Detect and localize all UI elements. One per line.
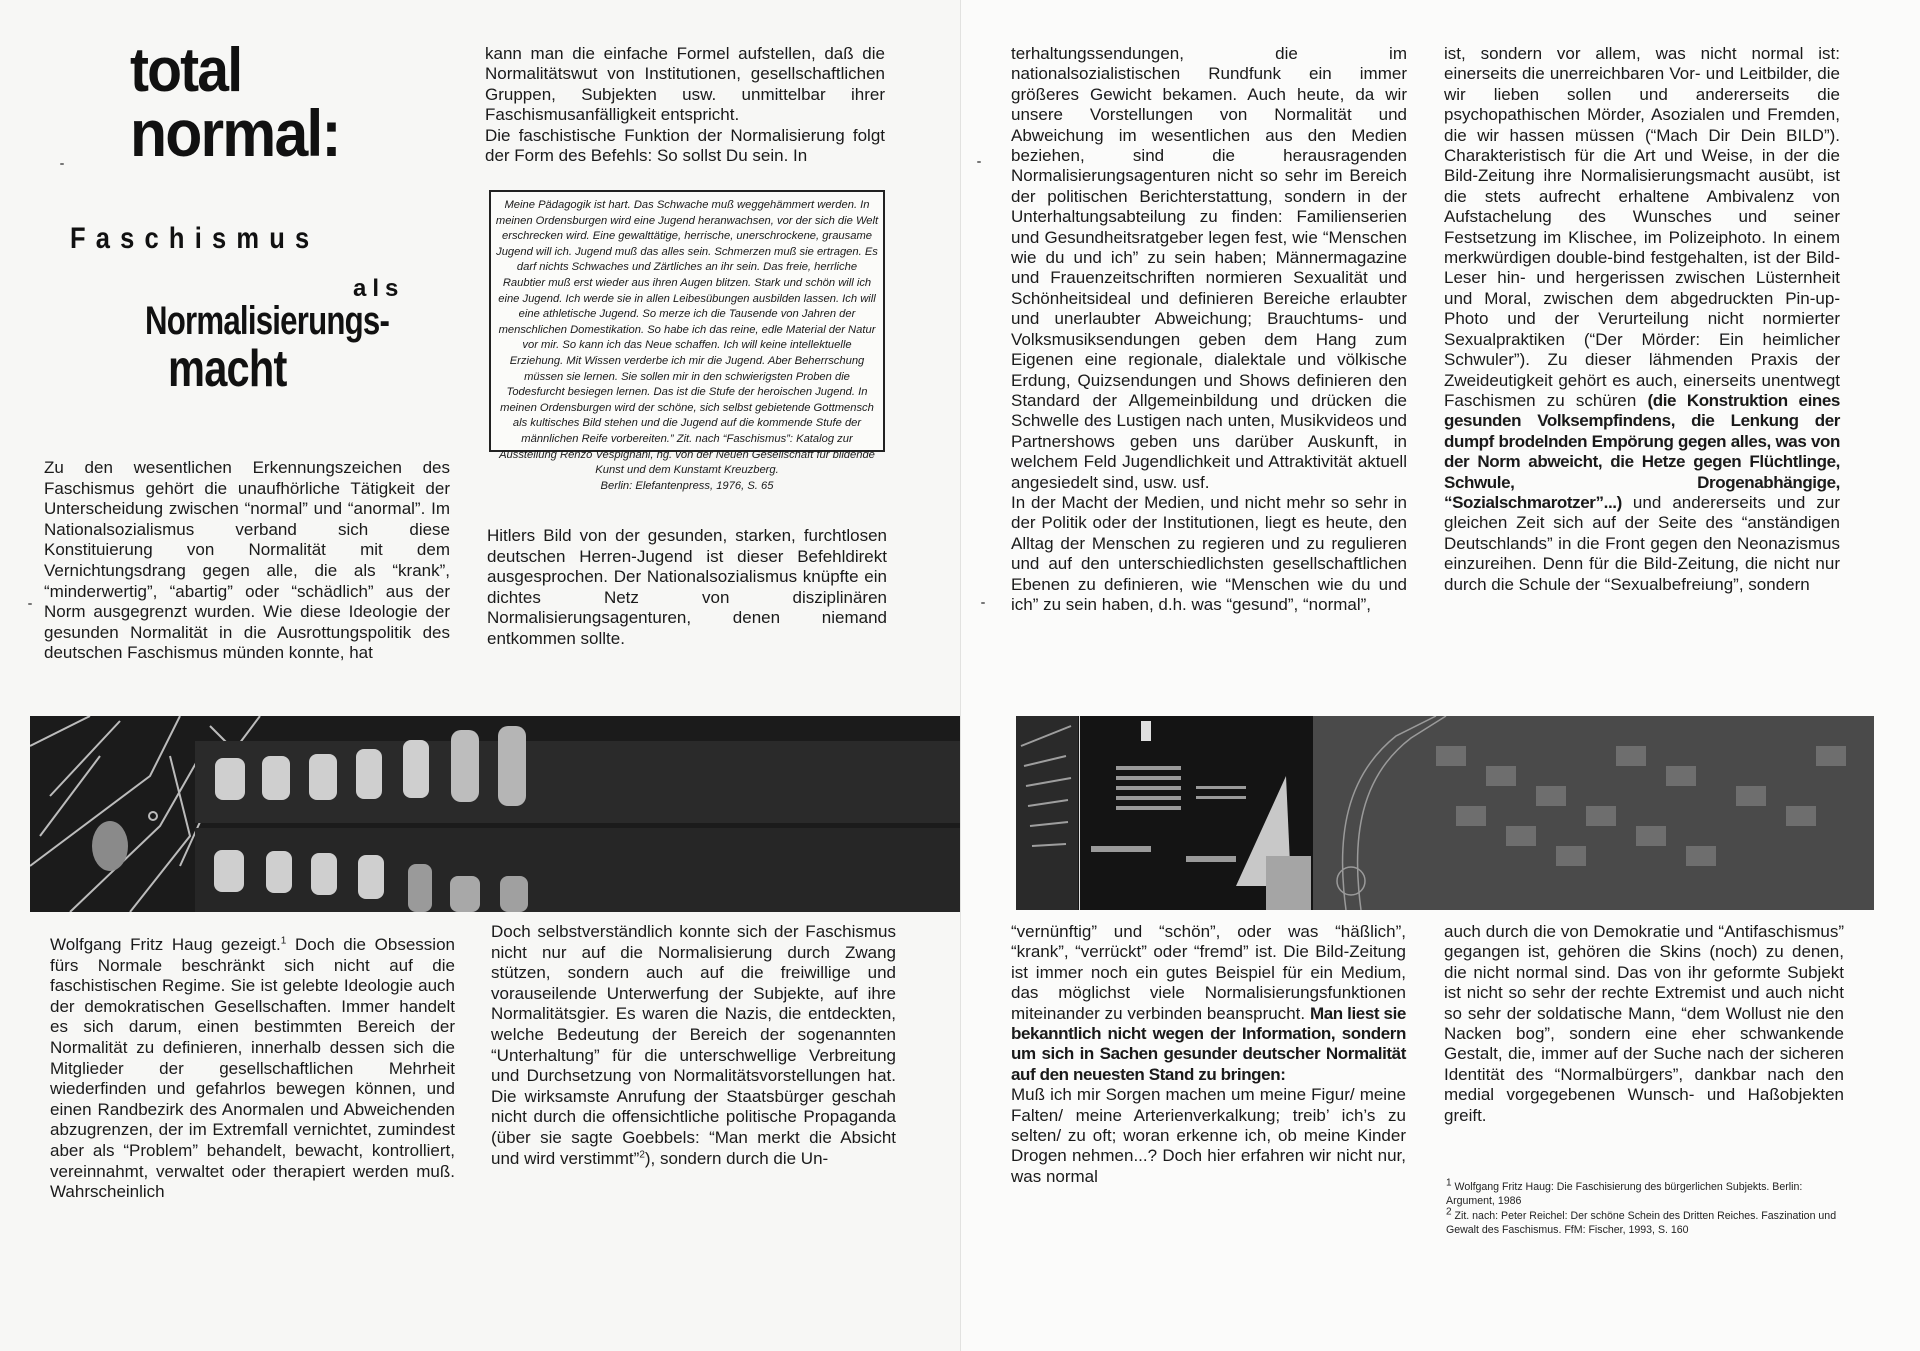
paragraph: Die faschistische Funktion der Normalisierung folgt der Form des Befehls: So sollst Du sein. In (485, 125, 885, 166)
print-speck (981, 602, 985, 604)
footnote-number: 1 (1446, 1177, 1452, 1189)
headline-total: total (130, 36, 242, 105)
emphasis-text: Man liest sie bekanntlich nicht wegen der Information, sondern um sich in Sachen gesunder deutscher Normalität auf den neuesten Stand zu bringen: (1011, 1003, 1406, 1084)
footnote-text: Zit. nach: Peter Reichel: Der schöne Schein des Dritten Reiches. Faszination und Gewalt des Faschismus. FfM: Fischer, 1993, S. 160 (1446, 1210, 1837, 1236)
column-4-top (1444, 44, 1840, 595)
column-2-mid (487, 526, 887, 650)
column-3-bottom (1011, 922, 1406, 1187)
right-page (960, 0, 1920, 1351)
city-collage-photo (1016, 716, 1874, 910)
footnote-1 (1446, 1177, 1851, 1208)
footnotes (1446, 1177, 1851, 1238)
subtitle-faschismus: Faschismus (70, 222, 320, 255)
text-run: und andererseits und zur gleichen Zeit sich auf der Seite des “anständigen Deutschlands” in die Front gegen den Neonazismus einzureihen. Denn für die Bild-Zeitung, die nicht nur durch die Schule der “Sexualbefreiung”, sondern (1444, 492, 1840, 594)
photo-city-graphic (1016, 716, 1874, 910)
footnote-number: 2 (1446, 1206, 1452, 1218)
paragraph: terhaltungssendungen, die im nationalsozialistischen Rundfunk ein immer größeres Gewicht bekamen. Auch heute, da wir unsere Vorstellungen von Normalität und Abweichung im wesentlichen aus den Medien beziehen, sind die herausragenden Normalisierungsagenturen nicht so sehr im Bereich der politischen Berichterstattung, sondern in der Unterhaltungsabteilung zu finden: Familienserien und Gesundheitsratgeber legen fest, wie “Menschen wie du und ich” zu sein haben; Männermagazine und Frauenzeitschriften normieren Sexualität und Schönheitsideal und definieren Bereiche erlaubter und unerlaubter Abweichung; Brauchtums- und Volksmusiksendungen geben dem Hang zum Eigenen eine regionale, dialektale und völkische Erdung, Quizsendungen und Shows definieren den Standard der Allgemeinbildung und drücken die Schwelle des Lustigen nach unten, Musikvideos und Partnershows geben uns darüber Auskunft, in welchem Feld Jugendlichkeit und Attraktivität aktuell angesiedelt sind, usw. usf. (1011, 44, 1407, 492)
text-run: Doch die Obsession fürs Normale beschränkt sich nicht auf die faschistischen Regime. Sie ist gelebte Ideologie auch der demokratischen Gesellschaften. Immer handelt es sich darum, einen bestimmten Bereich der Normalität zu definieren, innerhalb dessen sich die Mitglieder der gesellschaftlichen Mehrheit wiederfinden und gefahrlos bewegen können, und einen Randbezirk des Anormalen und Abweichenden abzugrenzen, der im Extremfall vernichtet, zumindest aber als “Problem” behandelt, bewacht, kontrolliert, vereinnahmt, verwaltet oder therapiert werden muß. Wahrscheinlich (50, 935, 455, 1202)
footnote-ref-1[interactable]: 1 (280, 935, 287, 947)
photo-monitors-graphic (30, 716, 960, 912)
column-4-bottom (1444, 922, 1844, 1126)
footnote-2 (1446, 1206, 1851, 1237)
paragraph: Zu den wesentlichen Erkennungszeichen des Faschismus gehört die unaufhörliche Tätigkeit der Unterscheidung zwischen “normal” und “anormal”. Im Nationalsozialismus verband sich diese Konstituierung von Normalität mit dem Vernichtungsdrang gegen alle, die als “krank”, “minderwertig”, “abartig” oder “schädlich” aus der Norm ausgegrenzt wurden. Wie diese Ideologie der gesunden Normalität in die Ausrottungspolitik des deutschen Faschismus münden konnte, hat (44, 458, 450, 663)
surveillance-monitors-photo (30, 716, 960, 912)
footnote-text: Wolfgang Fritz Haug: Die Faschisierung des bürgerlichen Subjekts. Berlin: Argument, 1986 (1446, 1181, 1803, 1207)
paragraph: auch durch die von Demokratie und “Antifaschismus” gegangen ist, gehören die Skins (noch) zu denen, die nicht normal sind. Das von ihr geformte Subjekt ist nicht so sehr der rechte Extremist und auch nicht so sehr der soldatische Mann, “dem Wollust nie den Nacken bog”, sondern eine eher schwankende Gestalt, die, immer auf der Suche nach der sicheren Identität des “Normalbürgers”, dankbar nach den medial vorgegebenen Wunsch- und Haßobjekten greift. (1444, 922, 1844, 1125)
subtitle-macht: macht (168, 340, 287, 398)
paragraph (491, 922, 896, 1169)
paragraph: In der Macht der Medien, und nicht mehr so sehr in der Politik oder der Institutionen, liegt es heute, den Alltag der Menschen zu regieren und zu regulieren und auf den unterschiedlichsten gesellschaftlichen Ebenen zu definieren, wie “Menschen wie du und ich” zu sein haben, d.h. was “gesund”, “normal”, (1011, 492, 1407, 614)
text-run: “vernünftig” und “schön”, oder was “häßlich”, “krank”, “verrückt” oder “fremd” ist. Die Bild-Zeitung ist immer noch ein gutes Beispiel für ein Medium, das möglichst viele Normalisierungsfunktionen miteinander zu verbinden beansprucht. (1011, 922, 1406, 1023)
footnote-ref-2[interactable]: 2 (639, 1148, 645, 1160)
headline-normal: normal: (130, 96, 340, 170)
paragraph (50, 935, 455, 1203)
paragraph (1444, 44, 1840, 595)
paragraph: Hitlers Bild von der gesunden, starken, furchtlosen deutschen Herren-Jugend ist dieser Befehldirekt ausgesprochen. Der Nationalsozialismus knüpfte ein dichtes Netz von disziplinären Normalisierungsagenturen, denen niemand entkommen sollte. (487, 526, 887, 648)
subtitle-als: als (353, 275, 405, 302)
paragraph (1011, 922, 1406, 1085)
paragraph: kann man die einfache Formel aufstellen, daß die Normalitätswut von Institutionen, gesellschaftlichen Gruppen, Subjekten usw. unmittelbar ihrer Faschismusanfälligkeit entspricht. (485, 44, 885, 125)
print-speck (28, 603, 32, 605)
text-run: Doch selbstverständlich konnte sich der Faschismus nicht nur auf die Normalisierung durch Zwang stützen, sondern auch auf die freiwillige und vorauseilende Unterwerfung der Subjekte, auf ihre Normalitätsgier. Es waren die Nazis, die entdeckten, welche Bedeutung der Bereich der sogenannten “Unterhaltung” für die unterschwellige Verbreitung und Durchsetzung von Normalitätsvorstellungen hat. Die wirksamste Anrufung der Staatsbürger geschah nicht durch die offensichtliche politische Propaganda (über sie sagte Goebbels: “Man merkt die Absicht und wird verstimmt” (491, 922, 896, 1168)
text-run: ), sondern durch die Un- (644, 1148, 829, 1168)
column-3-top (1011, 44, 1407, 615)
column-2-top (485, 44, 885, 166)
quote-text: Meine Pädagogik ist hart. Das Schwache muß weggehämmert werden. In meinen Ordensburgen wird eine Jugend heranwachsen, vor der sich die Welt erschrecken wird. Eine gewalttätige, herrische, unerschrockene, grausame Jugend will ich. Jugend muß das alles sein. Schmerzen muß sie ertragen. Es darf nichts Schwaches und Zärtliches an ihr sein. Das freie, herrliche Raubtier muß erst wieder aus ihren Augen blitzen. Stark und schön will ich eine Jugend. Ich werde sie in allen Leibesübungen ausbilden lassen. Ich will eine athletische Jugend. So merze ich die Tausende von Jahren der menschlichen Domestikation. So habe ich das reine, edle Material der Natur vor mir. So kann ich das Neue schaffen. Ich will keine intellektuelle Erziehung. Mit Wissen verderbe ich mir die Jugend. Aber Beherrschung müssen sie lernen. Sie sollen mir in den schwierigsten Proben die Todesfurcht besiegen lernen. Das ist die Stufe der heroischen Jugend. In meinen Ordensburgen wird der schöne, sich selbst gebietende Gottmensch als kultisches Bild stehen und die Jugend auf die kommende Stufe der männlichen Reife vorbereiten.” Zit. nach “Faschismus”: Katalog zur Ausstellung Renzo Vespignani, hg. von der Neuen Gesellschaft für bildende Kunst und dem Kunstamt Kreuzberg. (495, 199, 879, 477)
emphasis-text: (die Konstruktion eines gesunden Volksempfindens, die Lenkung der dumpf brodelnden Empörung gegen alles, was von der Norm abweicht, die Hetze gegen Flüchtlinge, Schwule, Drogenabhängige, “Sozialschmarotzer”...) (1444, 390, 1840, 512)
column-1-top (44, 458, 450, 664)
subtitle-normalisierungs: Normalisierungs- (145, 299, 390, 343)
hitler-quote-box (489, 190, 885, 492)
print-speck (60, 163, 64, 165)
print-speck (977, 161, 981, 163)
quote-source: Berlin: Elefantenpress, 1976, S. 65 (600, 479, 774, 492)
column-2-bottom (491, 922, 896, 1169)
text-run: ist, sondern vor allem, was nicht normal ist: einerseits die unerreichbaren Vor- und Leitbilder, die wir lieben sollen und andererseits die psychopathischen Mörder, Asozialen und Fremden, die wir hassen müssen (“Mach Dir Dein BILD”). Charakteristisch für die Art und Weise, in der die Bild-Zeitung ihre Normalisierungsmacht ausübt, ist die stets aufrecht erhaltene Ambivalenz von Aufstachelung des Wunsches und seiner Festsetzung im Klischee, im Polizeiphoto. In einem merkwürdigen double-bind festgehalten, ist der Bild-Leser hin- und hergerissen zwischen Lüsternheit und Moral, zwischen dem abgedruckten Pin-up-Photo und der Verurteilung nicht normierter Sexualpraktiken (“Der Mörder: Ein heimlicher Schwuler”). Zu dieser lähmenden Praxis der Zweideutigkeit gehört es auch, einerseits unentwegt Faschismen zu schüren (1444, 44, 1840, 410)
paragraph: Muß ich mir Sorgen machen um meine Figur/ meine Falten/ meine Arterienverkalkung; treib’ ich’s zu selten/ zu oft; woran erkenne ich, ob meine Kinder Drogen nehmen...? Doch hier erfahren wir nicht nur, was normal (1011, 1085, 1406, 1186)
text-run: Wolfgang Fritz Haug gezeigt. (50, 935, 281, 954)
column-1-bottom (50, 935, 455, 1203)
